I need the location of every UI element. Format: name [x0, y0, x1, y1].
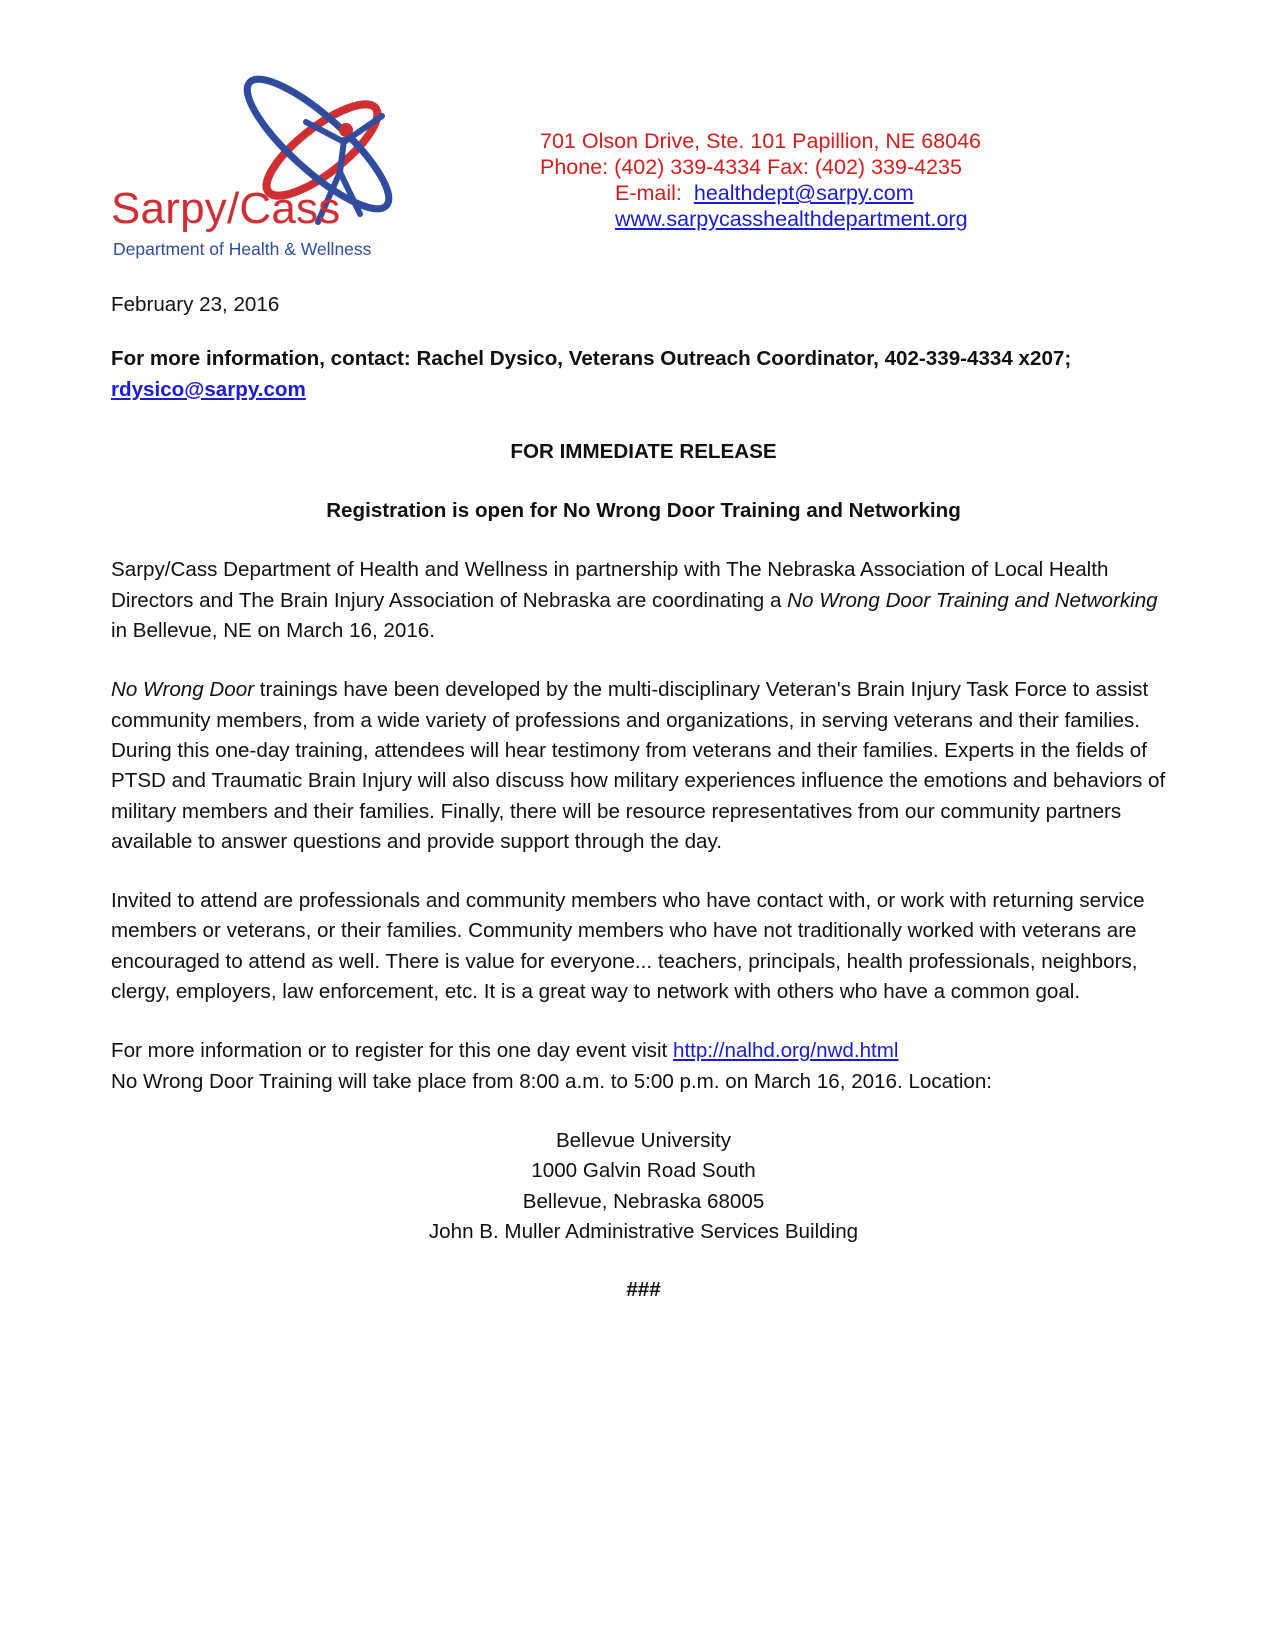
location-address	[111, 1126, 1176, 1247]
location-name: Bellevue University	[555, 1128, 732, 1152]
email-label: E-mail:	[615, 181, 682, 205]
logo-department: Department of Health & Wellness	[113, 239, 372, 259]
org-website-link[interactable]: www.sarpycasshealthdepartment.org	[615, 207, 968, 231]
contact-text: For more information, contact: Rachel Dysico, Veterans Outreach Coordinator, 402-339-4334 x207;	[111, 347, 1072, 371]
paragraph-trainings	[111, 675, 1176, 857]
register-text: For more information or to register for this one day event visit	[111, 1039, 673, 1063]
org-email-row	[540, 180, 981, 206]
release-date: February 23, 2016	[111, 293, 280, 316]
p2-text: trainings have been developed by the multi-disciplinary Veteran's Brain Injury Task Force to assist community members, from a wide variety of professions and organizations, in serving veterans and their families. During this one-day training, attendees will hear testimony from veterans and their families. Experts in the fields of PTSD and Traumatic Brain Injury will also discuss how military experiences influence the emotions and behaviors of military members and their families. Finally, there will be resource representatives from our community partners available to answer questions and provide support through the day.	[111, 678, 1166, 853]
paragraph-register	[111, 1036, 1176, 1097]
p1-after: in Bellevue, NE on March 16, 2016.	[111, 619, 435, 643]
p2-italic: No Wrong Door	[111, 678, 255, 702]
p1-before: Sarpy/Cass Department of Health and Wellness in partnership with The Nebraska Association of Local Health Directors and The Brain Injury Association of Nebraska are coordinating a	[111, 558, 1109, 612]
paragraph-partnership	[111, 555, 1176, 646]
release-label: FOR IMMEDIATE RELEASE	[510, 439, 777, 463]
contact-info	[111, 344, 1176, 405]
paragraph-invited: Invited to attend are professionals and community members who have contact with, or work with returning service members or veterans, or their families. Community members who have not traditionally worked with veterans are encouraged to attend as well. There is value for everyone... teachers, principals, health professionals, neighbors, clergy, employers, law enforcement, etc. It is a great way to network with others who have a common goal.	[111, 889, 1145, 1004]
location-street: 1000 Galvin Road South	[531, 1159, 756, 1183]
sarpy-cass-logo	[108, 72, 438, 272]
logo-wordmark: Sarpy/Cass	[111, 184, 341, 233]
p1-italic: No Wrong Door Training and Networking	[787, 588, 1158, 612]
register-link[interactable]: http://nalhd.org/nwd.html	[672, 1039, 899, 1063]
location-building: John B. Muller Administrative Services Building	[428, 1219, 859, 1243]
release-body	[111, 290, 1176, 1305]
headline: Registration is open for No Wrong Door Training and Networking	[326, 499, 961, 523]
end-mark: ###	[626, 1278, 661, 1302]
org-email-link[interactable]: healthdept@sarpy.com	[693, 181, 914, 205]
letterhead-contact	[540, 128, 981, 232]
org-website-row	[540, 206, 981, 232]
org-phone: Phone: (402) 339-4334 Fax: (402) 339-4235	[540, 155, 962, 179]
org-address: 701 Olson Drive, Ste. 101 Papillion, NE 68046	[540, 129, 982, 153]
location-city: Bellevue, Nebraska 68005	[522, 1189, 765, 1213]
contact-email-link[interactable]: rdysico@sarpy.com	[111, 377, 306, 401]
time-line: No Wrong Door Training will take place from 8:00 a.m. to 5:00 p.m. on March 16, 2016. Location:	[111, 1069, 993, 1093]
